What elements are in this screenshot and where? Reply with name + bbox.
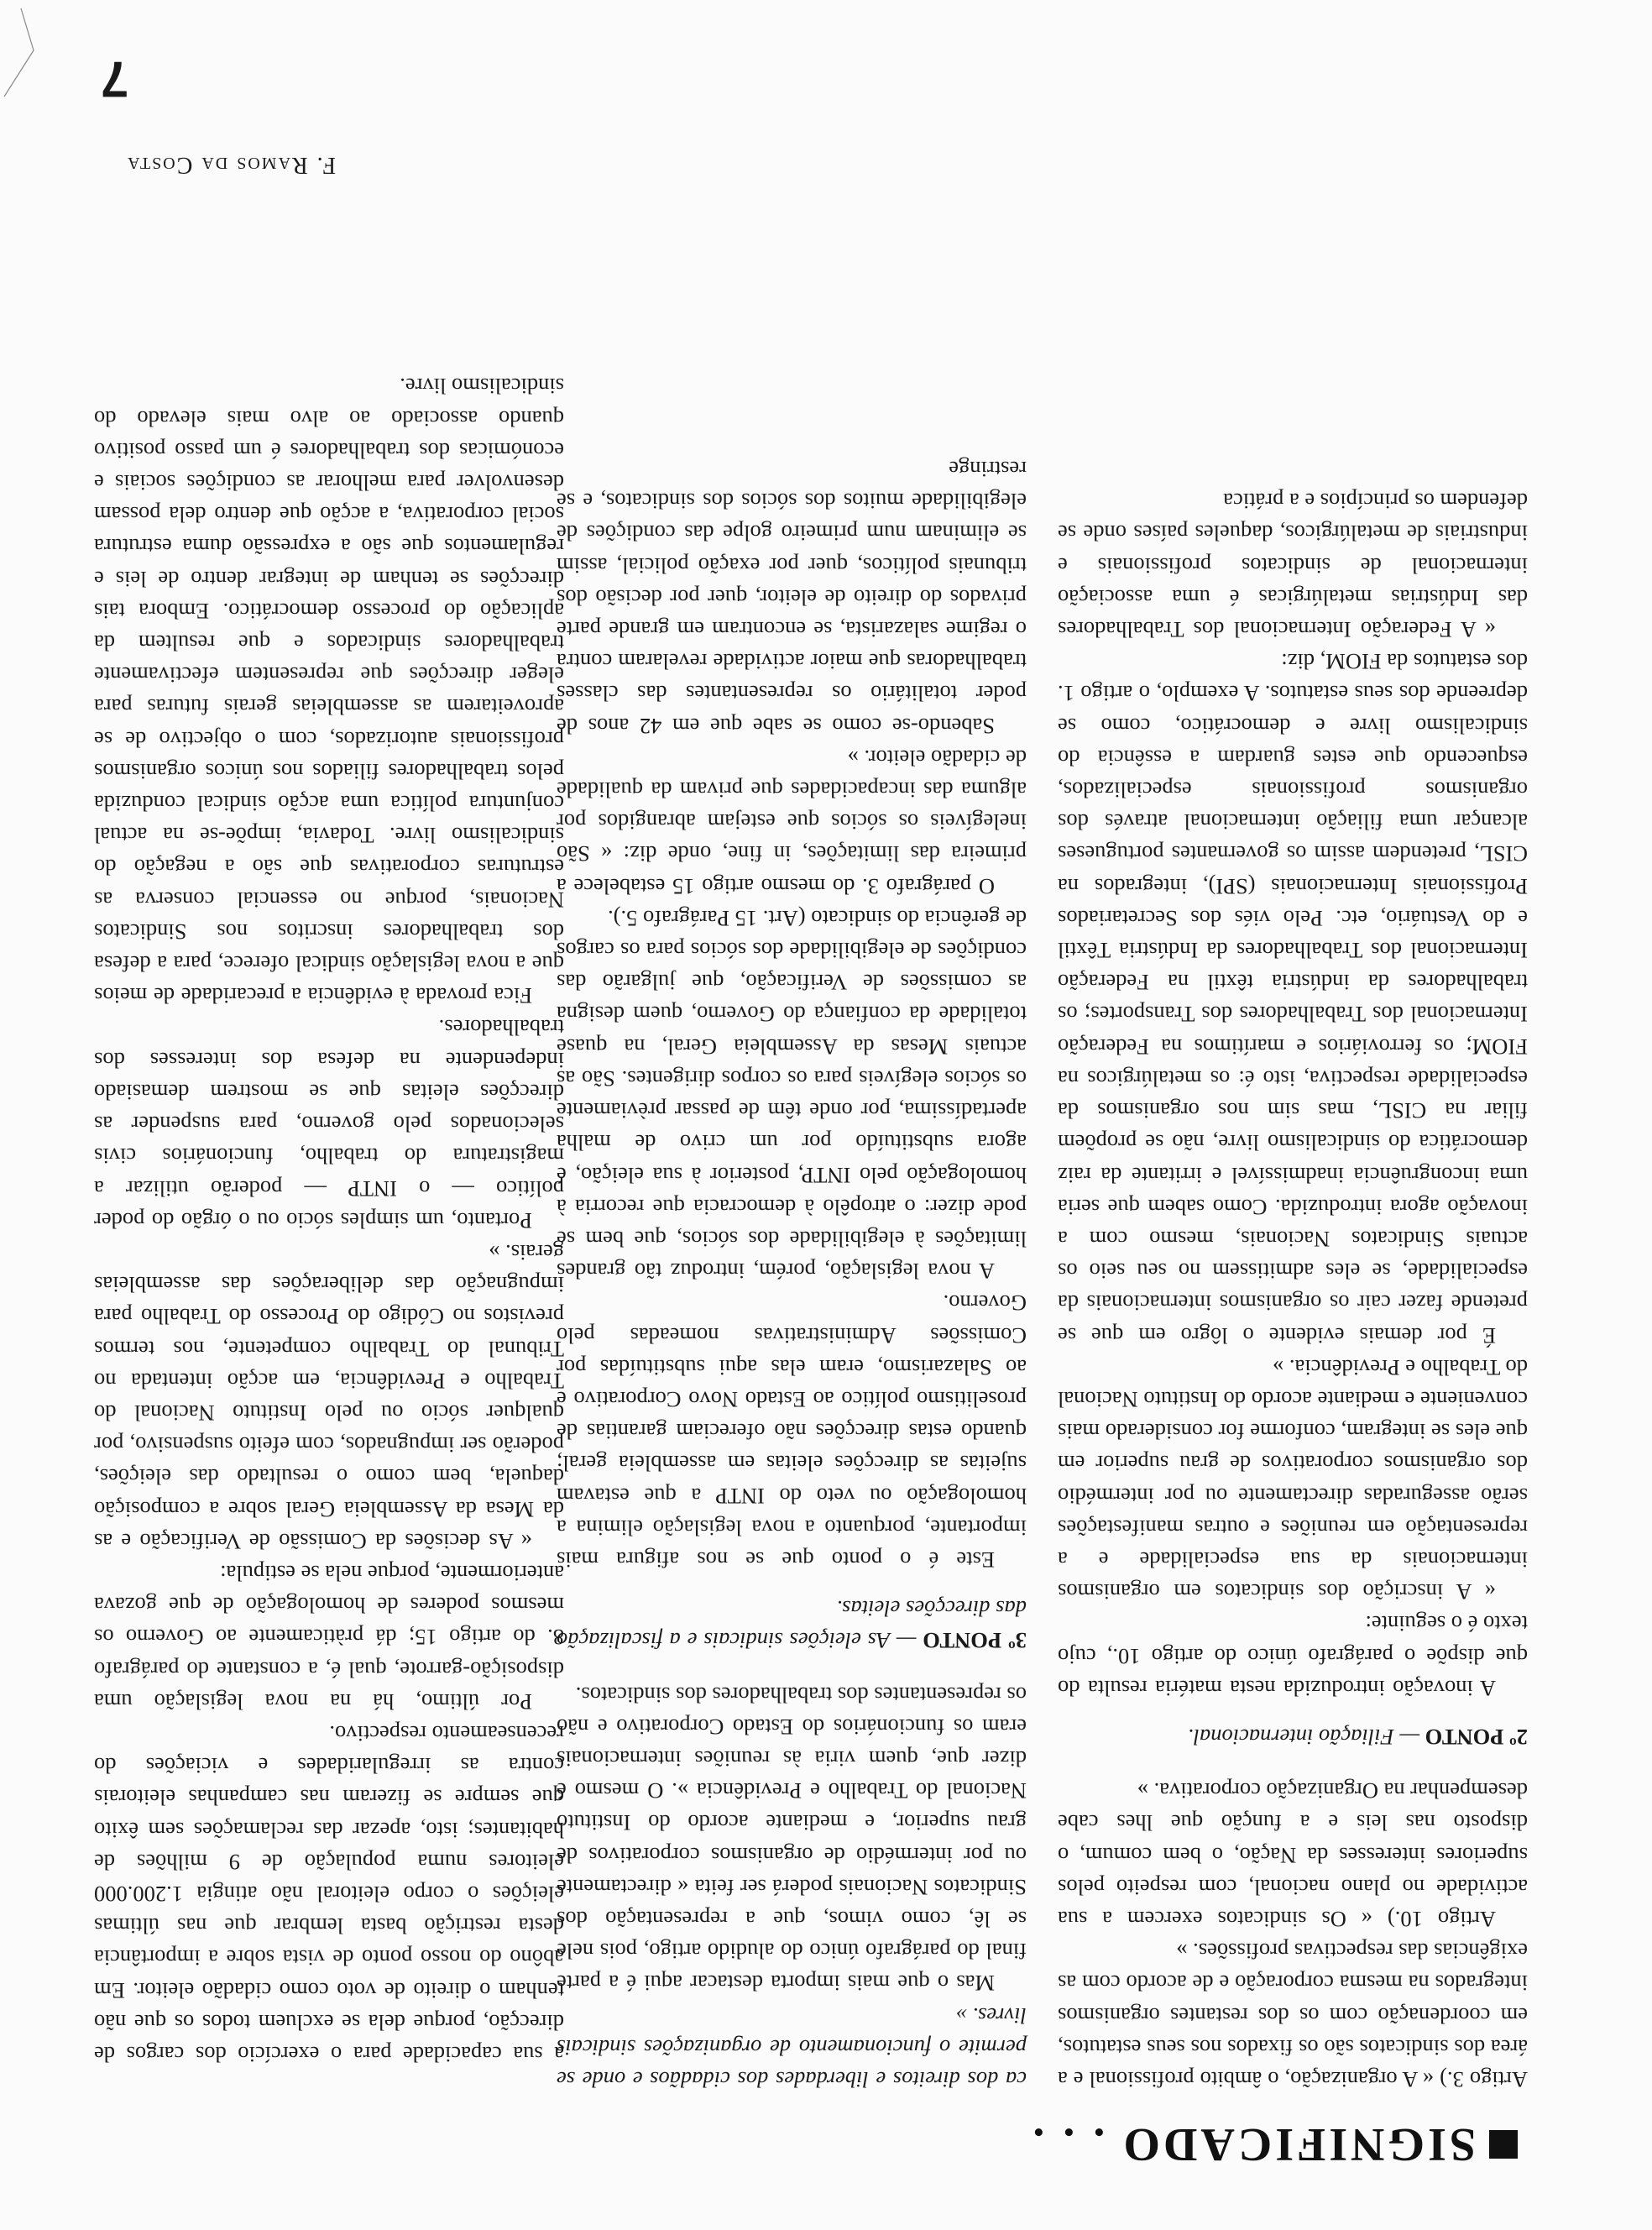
scan-mark-decoration	[0, 0, 50, 101]
paragraph: « A Federação Internacional dos Trabalhadores das Indústrias metalúrgicas é uma associação internacional de sindicatos profissionais e industriais de metalúrgicos, daqueles países onde se defendem os princípios e a prática	[1058, 489, 1528, 643]
paragraph: Mas o que mais importa destacar aqui é a parte final do parágrafo único do aludido artigo, pois nele se lê, como vimos, que a representação dos Sindicatos Nacionais poderá ser feita « directamente ou por intermédio de organismos corporativos de grau superior, e mediante acordo do Instituto Nacional do Trabalho e Previdência ». O mesmo é dizer que, quem viria às reuniões internacionais eram os funcionários do Estado Corporativo e não os representantes dos trabalhadores dos sindicatos.	[557, 1682, 1027, 1997]
paragraph: Fica provada à evidência a precaridade de meios que a nova legislação sindical oferece, para a defesa dos trabalhadores inscritos nos Sindicatos Nacionais, porque no essencial conserva as estruturas corporativas que são a negação do sindicalismo livre. Todavia, impõe-se na actual conjuntura política uma acção sindical conduzida pelos trabalhadores filiados nos únicos organismos profissionais autorizados, com o objectivo de se aproveitarem as assembleias gerais futuras para eleger direcções que representem efectivamente trabalhadores sindicados e que resultem da aplicação do processo democrático. Embora tais direcções se tenham de integrar dentro de leis e regulamentos que são a expressão duma estrutura social corporativa, a acção que dentro dela possam desenvolver para melhorar as condições sociais e económicas dos trabalhadores é um passo positivo quando associado ao alvo mais elevado do sindicalismo livre.	[94, 374, 564, 1009]
section-title	[1029, 2117, 1518, 2171]
text-column-3	[94, 370, 564, 2070]
section-subheading	[557, 1593, 1027, 1657]
paragraph: Artigo 10.) « Os sindicatos exercem a sua actividade no plano nacional, com respeito pelos superiores interesses da Nação, o bem comum, o disposto nas leis e a função que lhes cabe desempenhar na Organização corporativa. »	[1058, 1778, 1528, 1932]
paragraph: Portanto, um simples sócio ou o órgão do poder político — o INTP — poderão utilizar a magistratura do trabalho, funcionários civis selecionados pelo governo, para suspender as direcções eleitas que se mostrem demasiado independente na defesa dos interesses dos trabalhadores.	[94, 1015, 564, 1233]
text-column-2	[557, 453, 1027, 2096]
paragraph: Este é o ponto que se nos afigura mais importante, porquanto a nova legislação elimina a homologação ou veto do INTP a que estavam sujeitas as direcções eleitas em assembleia geral; quando estas direcções não ofereciam garantias de proselitismo político ao Estado Novo Corporativo e ao Salazarismo, eram elas aqui substituídas por Comissões Administrativas nomeadas pelo Governo.	[557, 1290, 1027, 1573]
paragraph: ca dos direitos e liberdades dos cidadãos e onde se permite o funcionamento de organizações sindicais livres. »	[557, 2002, 1027, 2092]
section-title-text: SIGNIFICADO . . .	[1029, 2118, 1476, 2170]
text-column-1	[1058, 485, 1528, 2096]
paragraph: « A inscrição dos sindicatos em organismos internacionais da sua especialidade e a representação em reuniões e outras manifestações serão asseguradas directamente ou por intermédio dos organismos corporativos de grau superior em que eles se integram, conforme for considerado mais conveniente e mediante acordo do Instituto Nacional do Trabalho e Previdência. »	[1058, 1354, 1528, 1605]
subheading-text: — As eleições sindicais e a fiscalização das direcções eleitas.	[557, 1596, 1027, 1654]
bullet-square-icon	[1489, 2130, 1518, 2159]
paragraph: A inovação introduzida nesta matéria resulta do que dispõe o parágrafo único do artigo 10., cujo texto é o seguinte:	[1058, 1611, 1528, 1701]
paragraph: « As decisões da Comissão de Verificação e as da Mesa da Assembleia Geral sobre a composição daquela, bem como o resultado das eleições, poderão ser impugnados, com efeito suspensivo, por qualquer sócio ou pelo Instituto Nacional do Trabalho e Previdência, em acção intentada no Tribunal do Trabalho competente, nos termos previstos no Código do Processo do Trabalho para impugnação das deliberações das assembleias gerais. »	[94, 1239, 564, 1554]
paragraph: O parágrafo 3. do mesmo artigo 15 estabelece a primeira das limitações, in fine, onde diz: « São inelegíveis os sócios que estejam abrangidos por alguma das incapacidades que privam da qualidade de cidadão eleitor. »	[557, 745, 1027, 899]
subheading-label: 2º PONTO	[1425, 1724, 1528, 1750]
author-signature: F. Ramos da Costa	[126, 152, 336, 178]
subheading-label: 3º PONTO	[923, 1628, 1027, 1654]
paragraph: a sua capacidade para o exercício dos cargos de direcção, porque dela se excluem todos os que não tenham o direito de voto como cidadão eleitor. Em abôno do nosso ponto de vista sobre a importância desta restrição basta lembrar que nas últimas eleições o corpo eleitoral não atingia 1.200.000 eleitores numa população de 9 milhões de habitantes; isto, apezar das reclamações sem êxito que sempre se fizeram nas campanhas eleitorais contra as irregularidades e viciações do recenseamento respectivo.	[94, 1720, 564, 2067]
paragraph: A nova legislação, porém, introduz tão grandes limitações à elegibilidade dos sócios, que bem se pode dizer: o atropêlo à democracia que recorria à homologação pelo INTP, posterior à sua eleição, é agora substituído por um crivo de malha apertadíssima, por onde têm de passar prèviamente os sócios elegíveis para os corpos dirigentes. São as actuais Mesas da Assembleia Geral, na quase totalidade da confiança do Governo, quem designa as comissões de Verificação, que julgarão das condições de elegibilidade dos sócios para os cargos de gerência do sindicato (Art. 15 Parágrafo 5.).	[557, 905, 1027, 1285]
paragraph: Artigo 3.) « A organização, o âmbito profissional e a área dos sindicatos são os fixados nos seus estatutos, em coordenação com os dos restantes organismos integrados na mesma corporação e de acordo com as exigências das respectivas profissões. »	[1058, 1939, 1528, 2092]
paragraph: É por demais evidente o lôgro em que se pretende fazer cair os organismos internacionais da especialidade, se eles admitissem no seu seio os actuais Sindicatos Nacionais, mesmo com a inovação agora introduzida. Como sabem que seria uma incongruência inadmissível e irritante da raiz democrática do sindicalismo livre, não se propõem filiar na CISL, mas sim nos organismos da especialidade respectiva, isto é: os metalúrgicos na FIOM; os ferroviários e marítimos na Federação Internacional dos Trabalhadores dos Transportes; os trabalhadores da indústria têxtil na Federação Internacional dos Trabalhadores da Indústria Têxtil e do Vestuário, etc. Pelo viés dos Secretariados Profissionais Internacionais (SPI), integrados na CISL, pretendem assim os governantes portugueses alcançar uma filiação internacional através dos organismos profissionais especializados, esquecendo que estes guardam a essência do sindicalismo livre e democrático, como se depreende dos seus estatutos. A exemplo, o artigo 1. dos estatutos da FIOM, diz:	[1058, 649, 1528, 1348]
subheading-text: — Filiação internacional.	[1187, 1724, 1425, 1750]
page-number: 7	[101, 51, 129, 107]
paragraph: Sabendo-se como se sabe que em 42 anos de poder totalitário os representantes das classes trabalhadoras que maior actividade revelaram contra o regime salazarista, se encontram em grande parte privados do direito de eleitor, quer por decisão dos tribunais políticos, quer por exação policial, assim se eliminam num primeiro golpe das condições de elegibilidade muitos dos sócios dos sindicatos, e se restringe	[557, 457, 1027, 739]
paragraph: Por último, há na nova legislação uma disposição-garrote, qual é, a constante do parágrafo 8. do artigo 15; dá pràticamente ao Governo os mesmos poderes de homologação de que gozava anteriormente, porque nela se estipula:	[94, 1560, 564, 1714]
section-subheading	[1058, 1721, 1528, 1753]
